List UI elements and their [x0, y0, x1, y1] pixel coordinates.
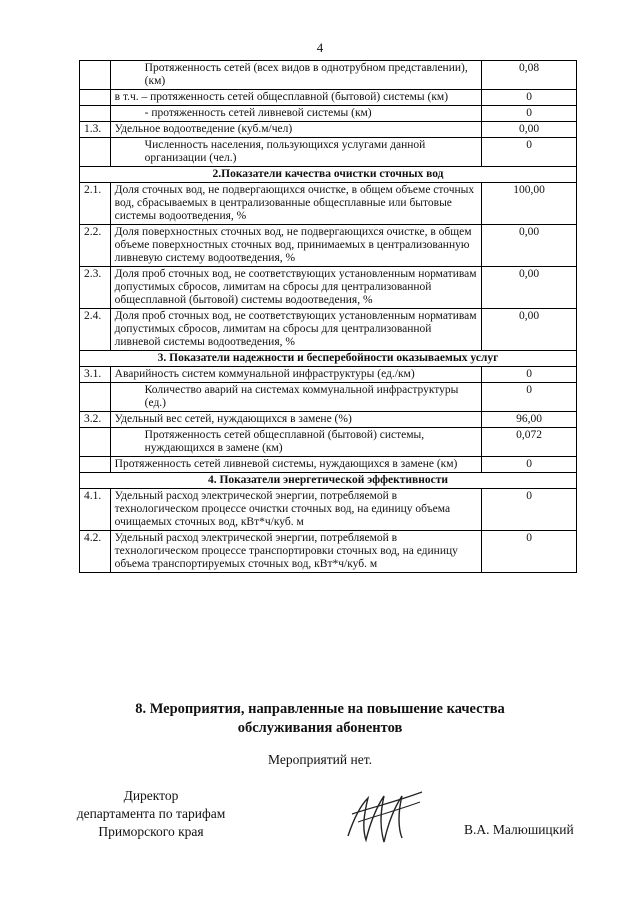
indicator-value: 0,072 [482, 428, 577, 457]
section-title: 2.Показатели качества очистки сточных вод [80, 167, 577, 183]
indicator-value: 0 [482, 383, 577, 412]
row-number: 2.3. [80, 267, 111, 309]
indicators-table-body [80, 61, 577, 573]
indicator-value: 0,08 [482, 61, 577, 90]
table-row [80, 225, 577, 267]
section-8-heading-line1: 8. Мероприятия, направленные на повышение качества [135, 701, 505, 717]
section-row [80, 473, 577, 489]
row-number [80, 138, 111, 167]
table-row [80, 106, 577, 122]
indicator-value: 0,00 [482, 267, 577, 309]
table-row [80, 412, 577, 428]
row-number [80, 383, 111, 412]
table-row [80, 489, 577, 531]
section-8-heading [0, 700, 640, 738]
section-row [80, 167, 577, 183]
indicator-value: 0 [482, 531, 577, 573]
indicator-name: - протяженность сетей ливневой системы (км) [110, 106, 482, 122]
signer-name: В.А. Малюшицкий [464, 822, 574, 837]
indicator-name: Аварийность систем коммунальной инфраструктуры (ед./км) [110, 367, 482, 383]
indicator-value: 0 [482, 90, 577, 106]
indicator-name: Протяженность сетей (всех видов в однотрубном представлении), (км) [110, 61, 482, 90]
row-number: 2.1. [80, 183, 111, 225]
indicator-value: 0 [482, 457, 577, 473]
indicator-name: Доля сточных вод, не подвергающихся очистке, в общем объеме сточных вод, сбрасываемых в централизованные общесплавные или бытовые системы водоотведения, % [110, 183, 482, 225]
signer-title-line1: Директор [123, 788, 179, 803]
table-row [80, 138, 577, 167]
row-number: 4.2. [80, 531, 111, 573]
section-row [80, 351, 577, 367]
indicators-table [79, 60, 577, 573]
row-number [80, 106, 111, 122]
row-number [80, 61, 111, 90]
indicator-name: Удельное водоотведение (куб.м/чел) [110, 122, 482, 138]
table-row [80, 183, 577, 225]
signer-title-line3: Приморского края [98, 824, 204, 839]
indicator-value: 0 [482, 489, 577, 531]
row-number [80, 457, 111, 473]
indicator-name: Удельный расход электрической энергии, потребляемой в технологическом процессе очистки сточных вод, на единицу объема очищаемых сточных вод, кВт*ч/куб. м [110, 489, 482, 531]
indicator-name: в т.ч. – протяженность сетей общесплавной (бытовой) системы (км) [110, 90, 482, 106]
row-number: 2.4. [80, 309, 111, 351]
section-8-heading-line2: обслуживания абонентов [237, 720, 403, 736]
indicator-value: 96,00 [482, 412, 577, 428]
indicator-value: 0 [482, 106, 577, 122]
indicator-name: Протяженность сетей ливневой системы, нуждающихся в замене (км) [110, 457, 482, 473]
table-row [80, 457, 577, 473]
table-row [80, 531, 577, 573]
row-number: 3.1. [80, 367, 111, 383]
signer-title-line2: департамента по тарифам [76, 806, 226, 821]
row-number: 4.1. [80, 489, 111, 531]
indicator-value: 0 [482, 138, 577, 167]
indicator-name: Доля проб сточных вод, не соответствующих установленным нормативам допустимых сбросов, лимитам на сбросы для централизованной ливневой системы водоотведения, % [110, 309, 482, 351]
indicator-name: Доля поверхностных сточных вод, не подвергающихся очистке, в общем объеме поверхностных сточных вод, принимаемых в централизованную ливневую систему водоотведения, % [110, 225, 482, 267]
row-number [80, 90, 111, 106]
indicator-name: Протяженность сетей общесплавной (бытовой) системы, нуждающихся в замене (км) [110, 428, 482, 457]
table-row [80, 122, 577, 138]
indicator-value: 100,00 [482, 183, 577, 225]
table-row [80, 383, 577, 412]
section-title: 3. Показатели надежности и бесперебойности оказываемых услуг [80, 351, 577, 367]
indicator-name: Удельный расход электрической энергии, потребляемой в технологическом процессе транспортировки сточных вод, на единицу объема транспортируемых сточных вод, кВт*ч/куб. м [110, 531, 482, 573]
signer-title [62, 787, 240, 841]
indicator-value: 0,00 [482, 309, 577, 351]
row-number: 3.2. [80, 412, 111, 428]
row-number [80, 428, 111, 457]
table-row [80, 367, 577, 383]
handwritten-signature [340, 788, 430, 848]
indicator-value: 0,00 [482, 225, 577, 267]
indicator-name: Доля проб сточных вод, не соответствующих установленным нормативам допустимых сбросов, лимитам на сбросы для централизованной общесплавной (бытовой) системы водоотведения, % [110, 267, 482, 309]
row-number: 1.3. [80, 122, 111, 138]
indicator-name: Количество аварий на системах коммунальной инфраструктуры (ед.) [110, 383, 482, 412]
table-row [80, 61, 577, 90]
table-row [80, 90, 577, 106]
section-8-note: Мероприятий нет. [268, 752, 372, 767]
indicator-value: 0 [482, 367, 577, 383]
row-number: 2.2. [80, 225, 111, 267]
table-row [80, 309, 577, 351]
indicator-name: Удельный вес сетей, нуждающихся в замене (%) [110, 412, 482, 428]
page-number: 4 [316, 40, 324, 55]
indicator-value: 0,00 [482, 122, 577, 138]
table-row [80, 428, 577, 457]
table-row [80, 267, 577, 309]
indicator-name: Численность населения, пользующихся услугами данной организации (чел.) [110, 138, 482, 167]
section-title: 4. Показатели энергетической эффективности [80, 473, 577, 489]
